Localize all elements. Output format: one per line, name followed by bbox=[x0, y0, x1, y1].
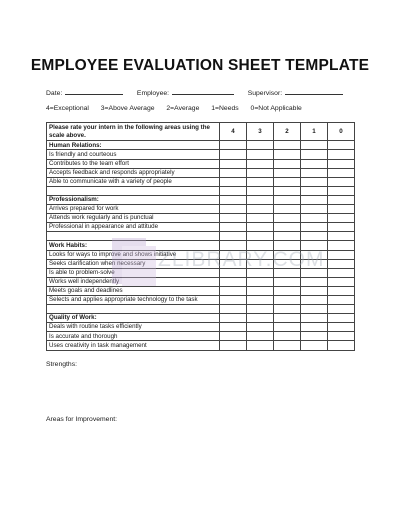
rating-cell[interactable] bbox=[247, 286, 274, 295]
column-header: 0 bbox=[328, 123, 355, 141]
empty-cell bbox=[247, 241, 274, 250]
rating-cell[interactable] bbox=[247, 295, 274, 304]
table-row bbox=[47, 150, 355, 159]
empty-cell bbox=[328, 195, 355, 204]
rating-cell[interactable] bbox=[220, 332, 247, 341]
rating-cell[interactable] bbox=[301, 259, 328, 268]
rating-cell[interactable] bbox=[328, 268, 355, 277]
criterion-label: Seeks clarification when necessary bbox=[47, 259, 220, 268]
rating-cell[interactable] bbox=[247, 214, 274, 223]
empty-cell bbox=[220, 241, 247, 250]
rating-cell[interactable] bbox=[247, 341, 274, 350]
rating-cell[interactable] bbox=[301, 332, 328, 341]
rating-cell[interactable] bbox=[328, 205, 355, 214]
rating-cell[interactable] bbox=[247, 268, 274, 277]
rating-cell[interactable] bbox=[274, 259, 301, 268]
criterion-label: Works well independently bbox=[47, 277, 220, 286]
empty-cell bbox=[247, 186, 274, 195]
rating-cell[interactable] bbox=[274, 205, 301, 214]
rating-cell[interactable] bbox=[301, 286, 328, 295]
empty-cell bbox=[247, 232, 274, 241]
section-heading: Professionalism: bbox=[47, 195, 220, 204]
table-row bbox=[47, 295, 355, 304]
header-prompt: Please rate your intern in the following areas using the scale above. bbox=[47, 123, 220, 141]
rating-cell[interactable] bbox=[274, 168, 301, 177]
empty-cell bbox=[274, 186, 301, 195]
rating-cell[interactable] bbox=[247, 323, 274, 332]
section-heading: Work Habits: bbox=[47, 241, 220, 250]
rating-cell[interactable] bbox=[220, 250, 247, 259]
rating-cell[interactable] bbox=[247, 205, 274, 214]
empty-cell bbox=[328, 241, 355, 250]
supervisor-field[interactable] bbox=[285, 88, 343, 95]
criterion-label: Meets goals and deadlines bbox=[47, 286, 220, 295]
section-heading: Human Relations: bbox=[47, 141, 220, 150]
rating-cell[interactable] bbox=[328, 214, 355, 223]
rating-cell[interactable] bbox=[247, 150, 274, 159]
rating-cell[interactable] bbox=[247, 250, 274, 259]
table-row bbox=[47, 168, 355, 177]
rating-cell[interactable] bbox=[247, 332, 274, 341]
rating-cell[interactable] bbox=[274, 214, 301, 223]
rating-cell[interactable] bbox=[220, 205, 247, 214]
empty-cell bbox=[301, 241, 328, 250]
empty-cell bbox=[247, 314, 274, 323]
rating-cell[interactable] bbox=[247, 259, 274, 268]
table-body bbox=[47, 141, 355, 350]
rating-cell[interactable] bbox=[301, 214, 328, 223]
empty-cell bbox=[328, 305, 355, 314]
empty-cell bbox=[301, 141, 328, 150]
table-row bbox=[47, 268, 355, 277]
empty-cell bbox=[220, 141, 247, 150]
rating-cell[interactable] bbox=[220, 277, 247, 286]
empty-cell bbox=[220, 314, 247, 323]
section-row bbox=[47, 141, 355, 150]
rating-cell[interactable] bbox=[301, 277, 328, 286]
empty-cell bbox=[301, 314, 328, 323]
rating-cell[interactable] bbox=[301, 268, 328, 277]
column-header: 1 bbox=[301, 123, 328, 141]
rating-cell[interactable] bbox=[301, 150, 328, 159]
table-row bbox=[47, 250, 355, 259]
table-row bbox=[47, 323, 355, 332]
section-row bbox=[47, 195, 355, 204]
criterion-label: Arrives prepared for work bbox=[47, 205, 220, 214]
criterion-label: Contributes to the team effort bbox=[47, 159, 220, 168]
empty-cell bbox=[220, 195, 247, 204]
scale-item: 3=Above Average bbox=[100, 105, 155, 112]
criterion-label: Is friendly and courteous bbox=[47, 150, 220, 159]
table-row bbox=[47, 286, 355, 295]
rating-cell[interactable] bbox=[274, 223, 301, 232]
empty-cell bbox=[220, 305, 247, 314]
empty-cell bbox=[274, 241, 301, 250]
rating-cell[interactable] bbox=[301, 177, 328, 186]
scale-item: 4=Exceptional bbox=[46, 105, 89, 112]
rating-cell[interactable] bbox=[301, 159, 328, 168]
spacer-cell bbox=[47, 232, 220, 241]
criterion-label: Is accurate and thorough bbox=[47, 332, 220, 341]
spacer-cell bbox=[47, 186, 220, 195]
empty-cell bbox=[301, 232, 328, 241]
table-row bbox=[47, 341, 355, 350]
rating-cell[interactable] bbox=[274, 268, 301, 277]
table-row bbox=[47, 205, 355, 214]
rating-cell[interactable] bbox=[220, 150, 247, 159]
rating-cell[interactable] bbox=[328, 150, 355, 159]
page-title: EMPLOYEE EVALUATION SHEET TEMPLATE bbox=[30, 57, 370, 74]
rating-cell[interactable] bbox=[328, 223, 355, 232]
rating-cell[interactable] bbox=[247, 177, 274, 186]
empty-cell bbox=[328, 314, 355, 323]
rating-cell[interactable] bbox=[301, 205, 328, 214]
rating-cell[interactable] bbox=[274, 323, 301, 332]
rating-cell[interactable] bbox=[247, 277, 274, 286]
rating-cell[interactable] bbox=[328, 332, 355, 341]
criterion-label: Attends work regularly and is punctual bbox=[47, 214, 220, 223]
section-heading: Quality of Work: bbox=[47, 314, 220, 323]
rating-cell[interactable] bbox=[274, 159, 301, 168]
employee-field[interactable] bbox=[172, 88, 234, 95]
rating-cell[interactable] bbox=[328, 159, 355, 168]
empty-cell bbox=[301, 186, 328, 195]
scale-item: 0=Not Applicable bbox=[250, 105, 302, 112]
rating-cell[interactable] bbox=[274, 250, 301, 259]
empty-cell bbox=[247, 305, 274, 314]
empty-cell bbox=[274, 314, 301, 323]
strengths-label: Strengths: bbox=[46, 361, 77, 368]
rating-cell[interactable] bbox=[220, 168, 247, 177]
rating-cell[interactable] bbox=[301, 323, 328, 332]
empty-cell bbox=[274, 232, 301, 241]
rating-cell[interactable] bbox=[301, 168, 328, 177]
rating-cell[interactable] bbox=[247, 168, 274, 177]
employee-label: Employee: bbox=[136, 90, 170, 97]
rating-cell[interactable] bbox=[328, 250, 355, 259]
table-row bbox=[47, 159, 355, 168]
rating-cell[interactable] bbox=[328, 168, 355, 177]
improvement-label: Areas for Improvement: bbox=[46, 416, 118, 423]
supervisor-label: Supervisor: bbox=[247, 90, 283, 97]
table-row bbox=[47, 332, 355, 341]
scale-item: 1=Needs bbox=[211, 105, 239, 112]
rating-cell[interactable] bbox=[220, 286, 247, 295]
table-row bbox=[47, 259, 355, 268]
rating-cell[interactable] bbox=[301, 250, 328, 259]
table-row bbox=[47, 223, 355, 232]
rating-cell[interactable] bbox=[301, 223, 328, 232]
empty-cell bbox=[274, 141, 301, 150]
empty-cell bbox=[328, 186, 355, 195]
rating-cell[interactable] bbox=[328, 341, 355, 350]
empty-cell bbox=[274, 305, 301, 314]
column-header: 2 bbox=[274, 123, 301, 141]
rating-cell[interactable] bbox=[328, 323, 355, 332]
header-fields bbox=[46, 88, 366, 97]
rating-cell[interactable] bbox=[220, 259, 247, 268]
rating-cell[interactable] bbox=[220, 295, 247, 304]
column-header: 3 bbox=[247, 123, 274, 141]
criterion-label: Uses creativity in task management bbox=[47, 341, 220, 350]
criterion-label: Professional in appearance and attitude bbox=[47, 223, 220, 232]
rating-cell[interactable] bbox=[220, 323, 247, 332]
rating-cell[interactable] bbox=[301, 295, 328, 304]
date-field[interactable] bbox=[65, 88, 123, 95]
table-row bbox=[47, 177, 355, 186]
criterion-label: Is able to problem-solve bbox=[47, 268, 220, 277]
spacer-row bbox=[47, 232, 355, 241]
rating-cell[interactable] bbox=[328, 259, 355, 268]
rating-cell[interactable] bbox=[274, 341, 301, 350]
empty-cell bbox=[247, 195, 274, 204]
scale-item: 2=Average bbox=[166, 105, 200, 112]
table-row bbox=[47, 277, 355, 286]
rating-cell[interactable] bbox=[220, 341, 247, 350]
empty-cell bbox=[247, 141, 274, 150]
rating-cell[interactable] bbox=[274, 286, 301, 295]
rating-cell[interactable] bbox=[220, 159, 247, 168]
section-row bbox=[47, 241, 355, 250]
criterion-label: Selects and applies appropriate technology to the task bbox=[47, 295, 220, 304]
rating-cell[interactable] bbox=[274, 332, 301, 341]
rating-cell[interactable] bbox=[328, 177, 355, 186]
rating-cell[interactable] bbox=[328, 295, 355, 304]
rating-cell[interactable] bbox=[274, 295, 301, 304]
watermark-text: ZLIBRARY.COM bbox=[158, 248, 325, 271]
rating-cell[interactable] bbox=[220, 214, 247, 223]
empty-cell bbox=[328, 141, 355, 150]
empty-cell bbox=[220, 232, 247, 241]
spacer-cell bbox=[47, 305, 220, 314]
rating-scale bbox=[46, 105, 312, 112]
rating-cell[interactable] bbox=[328, 286, 355, 295]
column-header: 4 bbox=[220, 123, 247, 141]
spacer-row bbox=[47, 186, 355, 195]
rating-cell[interactable] bbox=[220, 268, 247, 277]
evaluation-table bbox=[46, 122, 355, 351]
rating-cell[interactable] bbox=[274, 177, 301, 186]
criterion-label: Able to communicate with a variety of people bbox=[47, 177, 220, 186]
rating-cell[interactable] bbox=[247, 159, 274, 168]
empty-cell bbox=[328, 232, 355, 241]
rating-cell[interactable] bbox=[220, 177, 247, 186]
empty-cell bbox=[301, 195, 328, 204]
rating-cell[interactable] bbox=[274, 150, 301, 159]
date-label: Date: bbox=[46, 90, 63, 97]
rating-cell[interactable] bbox=[274, 277, 301, 286]
rating-cell[interactable] bbox=[328, 277, 355, 286]
spacer-row bbox=[47, 305, 355, 314]
empty-cell bbox=[274, 195, 301, 204]
table-row bbox=[47, 214, 355, 223]
rating-cell[interactable] bbox=[220, 223, 247, 232]
criterion-label: Looks for ways to improve and shows initiative bbox=[47, 250, 220, 259]
empty-cell bbox=[220, 186, 247, 195]
criterion-label: Deals with routine tasks efficiently bbox=[47, 323, 220, 332]
criterion-label: Accepts feedback and responds appropriately bbox=[47, 168, 220, 177]
empty-cell bbox=[301, 305, 328, 314]
rating-cell[interactable] bbox=[301, 341, 328, 350]
section-row bbox=[47, 314, 355, 323]
rating-cell[interactable] bbox=[247, 223, 274, 232]
table-header-row bbox=[47, 123, 355, 141]
